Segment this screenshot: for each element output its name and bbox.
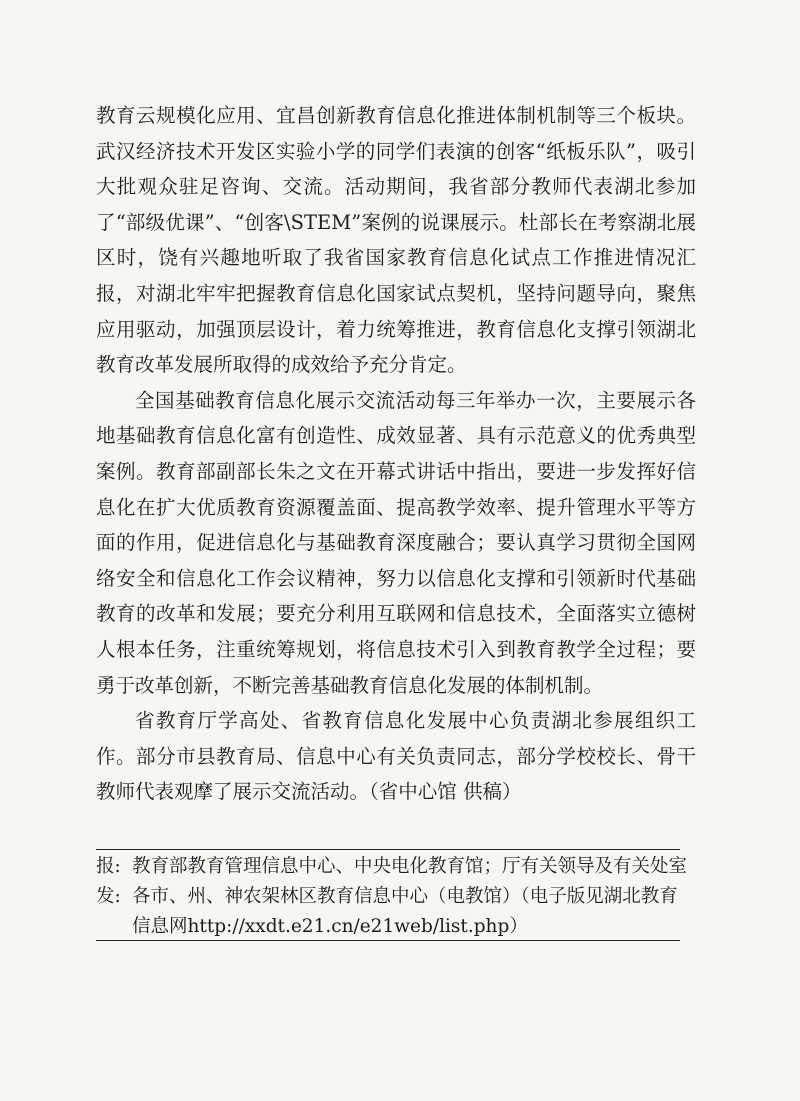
paragraph-continued: 教育云规模化应用、宜昌创新教育信息化推进体制机制等三个板块。武汉经济技术开发区实验小学的同学们表演的创客“纸板乐队”，吸引大批观众驻足咨询、交流。活动期间，我省部分教师代表湖北参加了“部级优课”、“创客\STEM”案例的说课展示。杜部长在考察湖北展区时，饶有兴趣地听取了我省国家教育信息化试点工作推进情况汇报，对湖北牢牢把握教育信息化国家试点契机，坚持问题导向，聚焦应用驱动，加强顶层设计，着力统筹推进，教育信息化支撑引领湖北教育改革发展所取得的成效给予充分肯定。: [96, 104, 696, 377]
distribution-block: [96, 852, 696, 942]
send-value: 各市、州、神农架林区教育信息中心（电教馆）（电子版见湖北教育信息网http://xxdt.e21.cn/e21web/list.php）: [132, 886, 678, 937]
send-to-row: [96, 882, 696, 942]
report-label: 报:: [96, 856, 121, 877]
paragraph-event-overview: 全国基础教育信息化展示交流活动每三年举办一次，主要展示各地基础教育信息化富有创造性、成效显著、具有示范意义的优秀典型案例。教育部副部长朱之文在开幕式讲话中指出，要进一步发挥好信息化在扩大优质教育资源覆盖面、提高教学效率、提升管理水平等方面的作用，促进信息化与基础教育深度融合；要认真学习贯彻全国网络安全和信息化工作会议精神，努力以信息化支撑和引领新时代基础教育的改革和发展；要充分利用互联网和信息技术，全面落实立德树人根本任务，注重统筹规划，将信息技术引入到教育教学全过程；要勇于改革创新，不断完善基础教育信息化发展的体制机制。: [96, 388, 696, 697]
top-divider: [96, 849, 680, 850]
bottom-divider: [96, 940, 680, 941]
report-to-row: [96, 852, 696, 882]
send-label: 发:: [96, 886, 121, 907]
document-body: [96, 98, 696, 810]
report-value: 教育部教育管理信息中心、中央电化教育馆；厅有关领导及有关处室: [132, 856, 688, 877]
paragraph-organization: 省教育厅学高处、省教育信息化发展中心负责湖北参展组织工作。部分市县教育局、信息中心有关负责同志，部分学校校长、骨干教师代表观摩了展示交流活动。（省中心馆 供稿）: [96, 709, 696, 804]
